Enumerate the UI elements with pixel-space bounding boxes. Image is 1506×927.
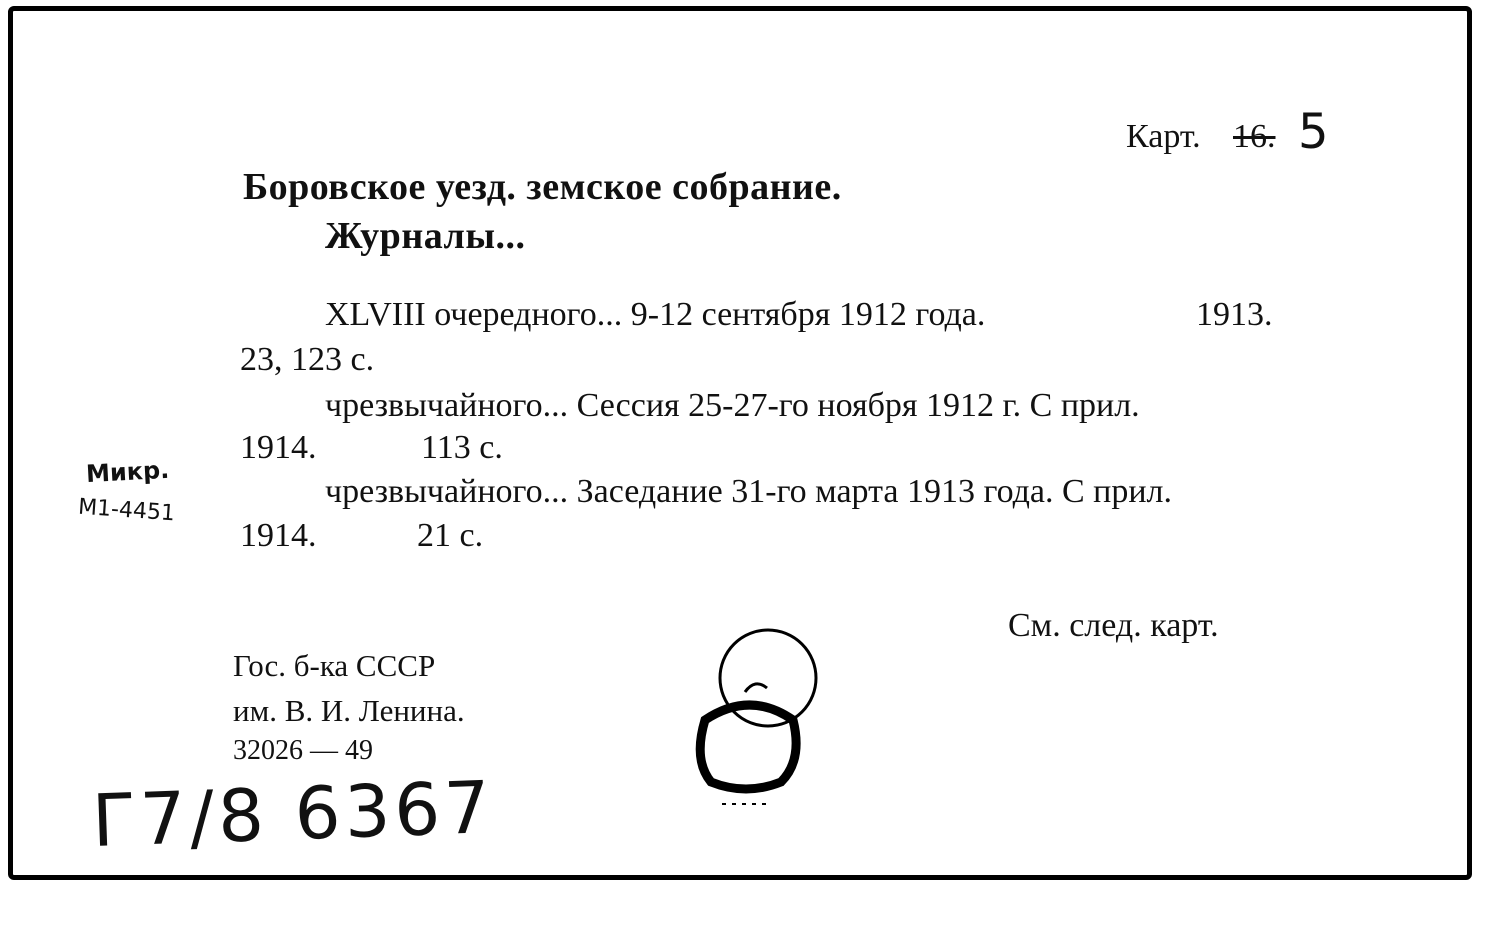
see-next-card: См. след. карт. bbox=[1008, 607, 1219, 644]
entry-1-line2: 23, 123 с. bbox=[240, 341, 375, 378]
library-named-after: им. В. И. Ленина. bbox=[233, 693, 465, 728]
library-print-number: 32026 — 49 bbox=[233, 735, 373, 766]
entry-2-year: 1914. bbox=[240, 429, 317, 466]
margin-note-code: М1-4451 bbox=[77, 494, 176, 527]
margin-note-microfilm: Микр. bbox=[85, 455, 170, 489]
entry-1-year: 1913. bbox=[1196, 296, 1273, 333]
shelf-mark-handwritten: Г7/8 6367 bbox=[90, 765, 496, 863]
entry-1-line1: XLVIII очередного... 9-12 сентября 1912 года. bbox=[325, 296, 986, 333]
library-name: Гос. б-ка СССР bbox=[233, 648, 436, 683]
card-subtitle: Журналы... bbox=[325, 215, 526, 257]
entry-3-line1: чрезвычайного... Заседание 31-го марта 1913 года. С прил. bbox=[325, 473, 1173, 510]
entry-3-pages: 21 с. bbox=[417, 517, 484, 554]
stamp-inner-mark bbox=[745, 684, 767, 692]
call-number-handwritten: 5 bbox=[1298, 104, 1329, 160]
entry-3-year: 1914. bbox=[240, 517, 317, 554]
call-number-struck: 16. bbox=[1233, 118, 1276, 155]
card-title: Боровское уезд. земское собрание. bbox=[243, 166, 842, 208]
entry-2-line1: чрезвычайного... Сессия 25-27-го ноября 1912 г. С прил. bbox=[325, 387, 1140, 424]
entry-2-pages: 113 с. bbox=[421, 429, 503, 466]
call-label: Карт. bbox=[1126, 118, 1201, 155]
stamp-lower-ring bbox=[700, 705, 796, 789]
